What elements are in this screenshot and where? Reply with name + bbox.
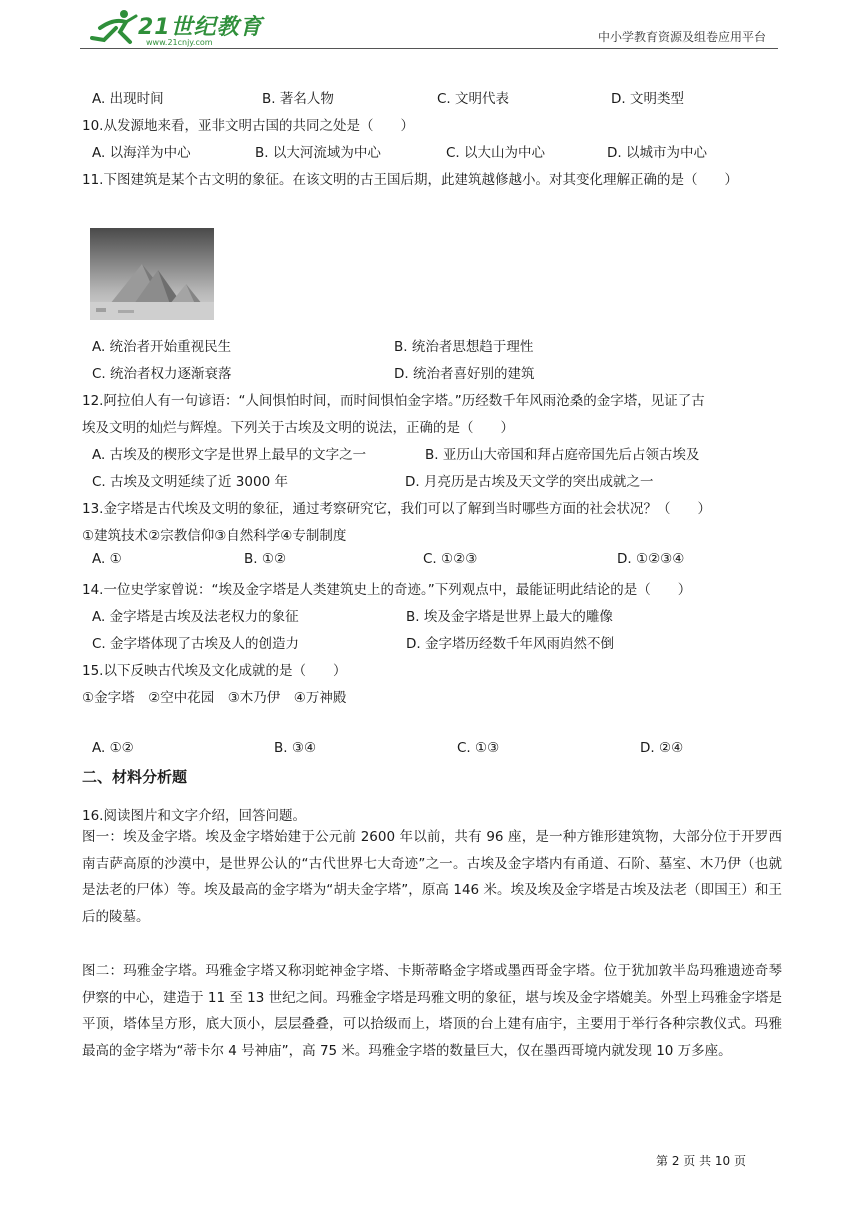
q10-option-c: C. 以大山为中心 (446, 145, 546, 161)
q9-option-b: B. 著名人物 (262, 91, 334, 107)
q11-option-d: D. 统治者喜好别的建筑 (394, 366, 535, 382)
q9-option-a: A. 出现时间 (92, 91, 164, 107)
q10-option-b: B. 以大河流域为中心 (255, 145, 381, 161)
section-title: 二、材料分析题 (82, 768, 188, 786)
q14-option-d: D. 金字塔历经数千年风雨岿然不倒 (406, 636, 614, 652)
q12-option-a: A. 古埃及的楔形文字是世界上最早的文字之一 (92, 447, 367, 463)
q14-option-c: C. 金字塔体现了古埃及人的创造力 (92, 636, 300, 652)
q15-stem: 15.以下反映古代埃及文化成就的是（ ） (82, 663, 347, 679)
q16-figure1-text: 图一：埃及金字塔。埃及金字塔始建于公元前 2600 年以前，共有 96 座，是一种方锥形建筑物，大部分位于开罗西南吉萨高原的沙漠中，是世界公认的“古代世界七大奇迹”之一。古埃及金字塔内有甬道、石阶、墓室、木乃伊（也就是法老的尸体）等。埃及最高的金字塔为“胡夫金字塔”，原高 146 米。埃及埃及金字塔是古埃及法老（即国王）和王后的陵墓。 (82, 829, 782, 925)
logo (86, 8, 286, 48)
q11-option-c: C. 统治者权力逐渐衰落 (92, 366, 232, 382)
q13-items: ①建筑技术②宗教信仰③自然科学④专制制度 (82, 528, 347, 544)
q12-option-d: D. 月亮历是古埃及天文学的突出成就之一 (405, 474, 654, 490)
pyramid-photo (90, 228, 214, 320)
q13-stem: 13.金字塔是古代埃及文明的象征，通过考察研究它，我们可以了解到当时哪些方面的社会状况？（ ） (82, 501, 711, 517)
q14-option-a: A. 金字塔是古埃及法老权力的象征 (92, 609, 299, 625)
page-header (80, 6, 778, 49)
q10-option-d: D. 以城市为中心 (607, 145, 707, 161)
q9-option-d: D. 文明类型 (611, 91, 684, 107)
q14-stem: 14.一位史学家曾说：“埃及金字塔是人类建筑史上的奇迹。”下列观点中，最能证明此结论的是（ ） (82, 582, 692, 598)
q15-option-b: B. ③④ (274, 740, 317, 756)
q13-option-d: D. ①②③④ (617, 551, 685, 567)
platform-name: 中小学教育资源及组卷应用平台 (597, 30, 766, 44)
q12-option-c: C. 古埃及文明延续了近 3000 年 (92, 474, 288, 490)
q11-stem: 11.下图建筑是某个古文明的象征。在该文明的古王国后期，此建筑越修越小。对其变化理解正确的是（ ） (82, 172, 738, 188)
q12-option-b: B. 亚历山大帝国和拜占庭帝国先后占领古埃及 (425, 447, 700, 463)
q11-option-b: B. 统治者思想趋于理性 (394, 339, 534, 355)
q10-option-a: A. 以海洋为中心 (92, 145, 191, 161)
q10-stem: 10.从发源地来看，亚非文明古国的共同之处是（ ） (82, 118, 414, 134)
q9-option-c: C. 文明代表 (437, 91, 510, 107)
logo-url: www.21cnjy.com (146, 38, 213, 47)
q15-option-a: A. ①② (92, 740, 134, 756)
q14-option-b: B. 埃及金字塔是世界上最大的雕像 (406, 609, 613, 625)
q11-option-a: A. 统治者开始重视民生 (92, 339, 232, 355)
runner-logo-icon (86, 8, 140, 48)
q15-option-d: D. ②④ (640, 740, 684, 756)
q12-stem-line1: 12.阿拉伯人有一句谚语：“人间惧怕时间，而时间惧怕金字塔。”历经数千年风雨沧桑的金字塔，见证了古 (82, 393, 705, 409)
q16-stem: 16.阅读图片和文字介绍，回答问题。 (82, 808, 306, 824)
q15-option-c: C. ①③ (457, 740, 500, 756)
q13-option-b: B. ①② (244, 551, 287, 567)
page-number: 第 2 页 共 10 页 (656, 1154, 746, 1168)
q12-stem-line2: 埃及文明的灿烂与辉煌。下列关于古埃及文明的说法，正确的是（ ） (82, 420, 514, 436)
q13-option-c: C. ①②③ (423, 551, 478, 567)
q15-items: ①金字塔 ②空中花园 ③木乃伊 ④万神殿 (82, 690, 347, 706)
q16-figure2-text: 图二：玛雅金字塔。玛雅金字塔又称羽蛇神金字塔、卡斯蒂略金字塔或墨西哥金字塔。位于犹加敦半岛玛雅遗迹奇琴伊察的中心，建造于 11 至 13 世纪之间。玛雅金字塔是玛雅文明的象征，堪与埃及金字塔媲美。外型上玛雅金字塔是平顶，塔体呈方形，底大顶小，层层叠叠，可以拾级而上，塔顶的台上建有庙宇，主要用于举行各种宗教仪式。玛雅最高的金字塔为“蒂卡尔 4 号神庙”，高 75 米。玛雅金字塔的数量巨大，仅在墨西哥境内就发现 10 万多座。 (82, 963, 782, 1059)
logo-text: 21世纪教育 (138, 15, 263, 40)
q13-option-a: A. ① (92, 551, 122, 567)
